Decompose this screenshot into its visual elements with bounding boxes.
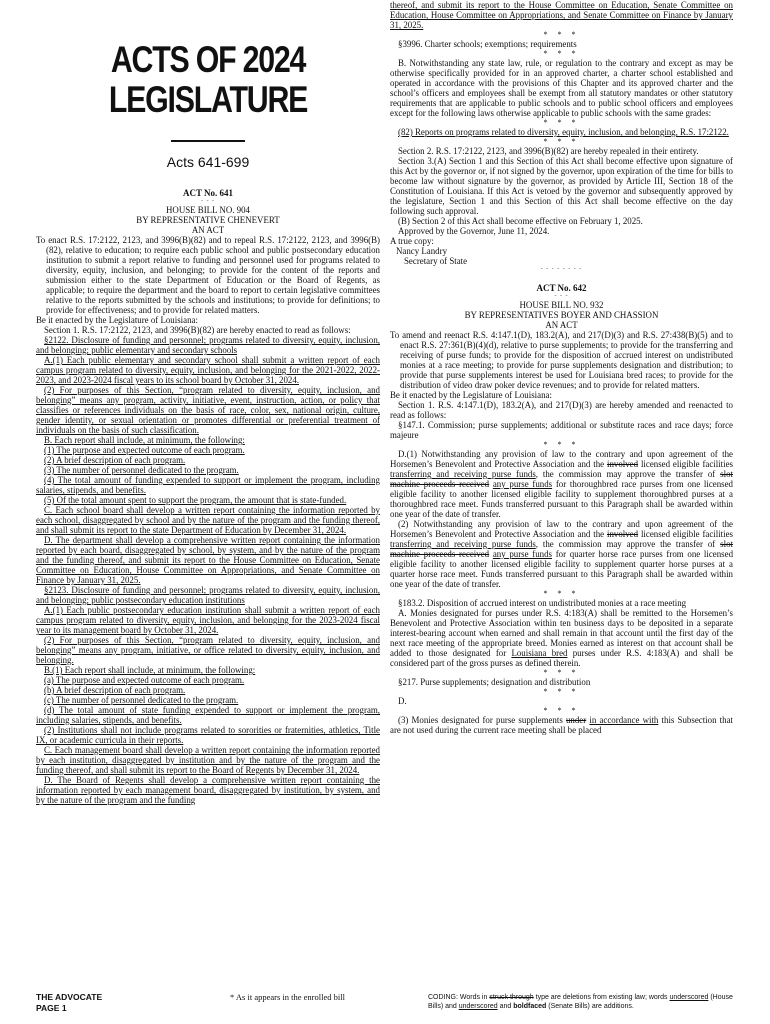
act-642-bill: HOUSE BILL NO. 932 — [519, 300, 604, 310]
added-text: in accordance with — [589, 715, 659, 725]
text-run: (House Bills) and — [428, 994, 733, 1010]
text-run: for quarter horse race purses from one licensed eligible facility to another licensed eligible facility to supplement quarter horse purses at a quarter horse race meet. Funds transferred pursuant to this Paragraph shall be awarded within one year of the date of transfer. — [390, 549, 734, 589]
underscore-sample: underscored — [669, 994, 709, 1001]
struck-sample: struck through — [489, 994, 534, 1001]
stars-separator: * * * — [543, 49, 580, 58]
text-run: , the commission may approve the transfer of — [535, 539, 721, 549]
text-run: and — [497, 1003, 514, 1010]
stars-separator: * * * — [543, 668, 580, 677]
act-641-section-3a: Section 3.(A) Section 1 and this Section of this Act shall become effective upon signature of this Act by the governor or, if not signed by the governor, upon expiration of the time for bills to become law without signature by the governor, as provided by Article III, Section 18 of the Constitution of Louisiana. If this Act is vetoed by the governor and subsequently approved by the legislature, Section 1 and this Section of this Act shall become effective on the day following such approval. — [390, 156, 733, 216]
act-642-enacted: Be it enacted by the Legislature of Louisiana: — [390, 390, 552, 400]
s2122-heading: §2122. Disclosure of funding and personnel; programs related to diversity, equity, inclusion, and belonging; public elementary and secondary schools — [36, 335, 380, 355]
enrolled-bill-note: * As it appears in the enrolled bill — [230, 992, 345, 1002]
underscore-sample: underscored — [458, 1003, 498, 1010]
acts-range: Acts 641-699 — [166, 154, 250, 170]
text-run: this Subsection that are not used during the current race meeting shall be placed — [390, 715, 733, 735]
right-column — [390, 0, 733, 735]
act-642-section-1: Section 1. R.S. 4:147.1(D), 183.2(A), and 217(D)(3) are hereby amended and reenacted to read as follows: — [390, 400, 733, 420]
added-text: any purse funds — [492, 549, 552, 559]
stars-separator: * * * — [543, 137, 580, 146]
deleted-text: involved — [606, 459, 639, 469]
stars-separator: * * * — [543, 118, 580, 127]
s183-a — [390, 608, 733, 668]
page-number: PAGE 1 — [36, 1003, 67, 1013]
act-641-dots: - - - — [201, 198, 215, 204]
s2123-ba: (a) The purpose and expected outcome of each program. — [44, 675, 245, 685]
act-642-sponsor: BY REPRESENTATIVES BOYER AND CHASSION — [464, 310, 659, 320]
signer-name: Nancy Landry — [396, 246, 448, 256]
s147-d2 — [390, 519, 733, 589]
stars-separator: * * * — [543, 706, 580, 715]
text-run: type are deletions from existing law; words — [533, 994, 670, 1001]
s2122-d: D. The department shall develop a comprehensive written report containing the information reported by each board, disaggregated by school, by system, and by the nature of the program and the funding thereof, and submit its report to the House Committee on Education, Senate Committee on Education, House Committee on Appropriations, and Senate Committee on Finance by January 31, 2025. — [36, 535, 380, 585]
s2122-c: C. Each school board shall develop a written report containing the information reported by each school, disaggregated by school and by the nature of the program and the funding thereof, and shall submit its report to the state Department of Education by December 31, 2024. — [36, 505, 380, 535]
s2123-bd: (d) The total amount of state funding expended to support or implement the program, including salaries, stipends, and benefits. — [36, 705, 380, 725]
act-642-an-act: AN ACT — [545, 320, 578, 330]
deleted-text: under — [565, 715, 587, 725]
act-642-dots: - - - — [554, 293, 569, 299]
act-641-section-3b: (B) Section 2 of this Act shall become effective on February 1, 2025. — [398, 216, 643, 226]
act-641-end-dots: - - - - - - - - — [540, 266, 583, 272]
s217-d: D. — [398, 696, 407, 706]
publication-name: THE ADVOCATE — [36, 992, 103, 1002]
s2123-bc: (c) The number of personnel dedicated to the program. — [44, 695, 239, 705]
act-641-body: To enact R.S. 17:2122, 2123, and 3996(B)(82) and to repeal R.S. 17:2122, 2123, and 3996(B)(82), relative to education; to require each public school and public postsecondary education institution to submit a report relative to funding and personnel used for programs related to diversity, equity, inclusion, and belonging; to provide for the content of the reports and submission either to the state Department of Education or the Board of Regents, as applicable; to require the department and the board to report to certain legislative committees relative to the reports submitted by the schools and institutions; to provide for definitions; to provide for effectiveness; and to provide for related matters. — [36, 235, 380, 315]
added-text: transferring and receiving purse funds — [390, 469, 536, 479]
act-642-body: To amend and reenact R.S. 4:147.1(D), 183.2(A), and 217(D)(3) and R.S. 27:438(B)(5) and to enact R.S. 27:361(B)(4)(d), relative to purse supplements; to provide for the transferring and receiving of purse funds; to provide for the disposition of accrued interest on undistributed monies at a race meeting; to provide for purse supplements designation and distribution; to provide that purse supplements interest be used for Louisiana bred races; to provide for the distribution of video draw poker device revenues; and to provide for related matters. — [390, 330, 733, 390]
act-641-enacted: Be it enacted by the Legislature of Louisiana: — [36, 315, 198, 325]
s2122-b: B. Each report shall include, at minimum, the following: — [44, 435, 245, 445]
s2122-b1: (1) The purpose and expected outcome of each program. — [44, 445, 245, 455]
text-run: for thoroughbred race purses from one licensed eligible facility to another licensed eligible facility to supplement thoroughbred purses at a thoroughbred race meet. Funds transferred pursuant to this Paragraph shall be awarded within one year of the date of transfer. — [390, 479, 733, 519]
deleted-text: slot machine proceeds received — [390, 469, 733, 489]
s3996-82: (82) Reports on programs related to diversity, equity, inclusion, and belonging, R.S. 17:2122. — [398, 127, 729, 137]
text-run: , the commission may approve the transfer of — [535, 469, 721, 479]
s3996-b: B. Notwithstanding any state law, rule, or regulation to the contrary and except as may be otherwise specifically provided for in an approved charter, a charter school established and operated in accordance with the provisions of this Chapter and its approved charter and the school’s officers and employees shall be exempt from all statutory mandates or other statutory requirements that are applicable to public schools and to public school officers and employees except for the following laws otherwise applicable to public schools with the same grades: — [390, 58, 733, 118]
s2122-b4: (4) The total amount of funding expended to support or implement the program, including salaries, stipends, and benefits. — [36, 475, 380, 495]
s2122-b3: (3) The number of personnel dedicated to the program. — [44, 465, 239, 475]
s2123-heading: §2123. Disclosure of funding and personnel; programs related to diversity, equity, inclusion, and belonging; public postsecondary education institutions — [36, 585, 380, 605]
boldface-sample: boldfaced — [513, 1003, 547, 1010]
text-run: licensed eligible facilities — [638, 529, 733, 539]
s2122-a1: A.(1) Each public elementary and secondary school shall submit a written report of each campus program related to diversity, equity, inclusion, and belonging for the 2021-2022, 2022-2023, and 2023-2024 fiscal years to its school board by October 31, 2024. — [36, 355, 380, 385]
text-run: (3) Monies designated for purse supplements — [398, 715, 566, 725]
masthead-line1: ACTS OF 2024 — [110, 39, 306, 80]
s2123-bb: (b) A brief description of each program. — [44, 685, 186, 695]
s2123-b2: (2) Institutions shall not include programs related to sororities or fraternities, athletics, Title IX, or academic curricula in their reports. — [36, 725, 380, 745]
footer-publication — [36, 992, 102, 1014]
text-run: (Senate Bills) are additions. — [546, 1003, 634, 1010]
deleted-text: involved — [606, 529, 639, 539]
act-641-section-1: Section 1. R.S. 17:2122, 2123, and 3996(B)(82) are hereby enacted to read as follows: — [44, 325, 351, 335]
text-run: purses under R.S. 4:183(A) and shall be considered part of the gross purses as defined therein. — [390, 648, 733, 668]
text-run: D.(1) Notwithstanding any provision of law to the contrary and upon agreement of the Horsemen’s Benevolent and Protective Association and the — [390, 449, 733, 469]
s2122-b5: (5) Of the total amount spent to support the program, the amount that is state-funded. — [44, 495, 347, 505]
masthead-rule — [171, 140, 245, 142]
act-641-bill: HOUSE BILL NO. 904 — [166, 205, 250, 215]
s2123-a1: A.(1) Each public postsecondary education institution shall submit a written report of each campus program related to diversity, equity, inclusion, and belonging for the 2023-2024 fiscal year to its management board by October 31, 2024. — [36, 605, 380, 635]
s2123-a2: (2) For purposes of this Section, “program related to diversity, equity, inclusion, and belonging” means any program, initiative, or office related to diversity, equity, inclusion, and belonging. — [36, 635, 380, 665]
act-641-section-2: Section 2. R.S. 17:2122, 2123, and 3996(B)(82) are hereby repealed in their entirety. — [398, 146, 699, 156]
stars-separator: * * * — [543, 30, 580, 39]
left-column — [36, 0, 380, 805]
s2123-c: C. Each management board shall develop a written report containing the information reported by each institution, disaggregated by institution and by the nature of the program and the funding thereof, and shall submit its report to the Board of Regents by December 31, 2024. — [36, 745, 380, 775]
s2123-d-continued: thereof, and submit its report to the House Committee on Education, Senate Committee on Education, House Committee on Appropriations, and Senate Committee on Finance by January 31, 2025. — [390, 0, 733, 30]
approval-line: Approved by the Governor, June 11, 2024. — [398, 226, 550, 236]
signer-title: Secretary of State — [404, 256, 468, 266]
added-text: transferring and receiving purse funds — [390, 539, 536, 549]
stars-separator: * * * — [543, 687, 580, 696]
s217-heading: §217. Purse supplements; designation and distribution — [398, 677, 591, 687]
act-642-title: ACT No. 642 — [536, 283, 587, 293]
s147-heading: §147.1. Commission; purse supplements; additional or substitute races and race days; force majeure — [390, 420, 733, 440]
text-run: (2) Notwithstanding any provision of law to the contrary and upon agreement of the Horsemen’s Benevolent and Protective Association and the — [390, 519, 733, 539]
s2123-d: D. The Board of Regents shall develop a comprehensive written report containing the information reported by each management board, disaggregated by institution, by system, and by the nature of the program and the funding — [36, 775, 380, 805]
added-text: Louisiana bred — [511, 648, 568, 658]
s183-heading: §183.2. Disposition of accrued interest on undistributed monies at a race meeting — [398, 598, 687, 608]
s2123-b1: B.(1) Each report shall include, at minimum, the following: — [44, 665, 256, 675]
masthead-line2: LEGISLATURE — [108, 79, 308, 120]
text-run: licensed eligible facilities — [638, 459, 733, 469]
coding-legend — [428, 993, 733, 1011]
s2122-a2: (2) For purposes of this Section, “program related to diversity, equity, inclusion, and belonging” means any program, activity, initiative, event, instruction, action, or policy that classifies or references individuals on the basis of race, color, sex, national origin, culture, gender identity, or sexual orientation or promotes differential or preferential treatment of individuals on the basis of such classification. — [36, 385, 380, 435]
act-641-title: ACT No. 641 — [182, 188, 234, 198]
s217-d3 — [390, 715, 733, 735]
s2122-b2: (2) A brief description of each program. — [44, 455, 186, 465]
stars-separator: * * * — [543, 440, 580, 449]
stars-separator: * * * — [543, 589, 580, 598]
true-copy-label: A true copy: — [390, 236, 434, 246]
act-641-an-act: AN ACT — [191, 225, 225, 235]
text-run: CODING: Words in — [428, 994, 490, 1001]
text-run: A. Monies designated for purses under R.S. 4:183(A) shall be remitted to the Horsemen’s Benevolent and Protective Association within ten business days to be deposited in a separate interest-bearing account when earned and shall remain in that account until the first day of the next race meeting of the appropriate breed. Monies earned as interest on that account shall be added to those designated for — [390, 608, 733, 658]
s147-d1 — [390, 449, 733, 519]
act-641-sponsor: BY REPRESENTATIVE CHENEVERT — [136, 215, 280, 225]
s3996-heading: §3996. Charter schools; exemptions; requirements — [398, 39, 577, 49]
deleted-text: slot machine proceeds received — [390, 539, 733, 559]
added-text: any purse funds — [492, 479, 553, 489]
masthead — [36, 0, 380, 170]
